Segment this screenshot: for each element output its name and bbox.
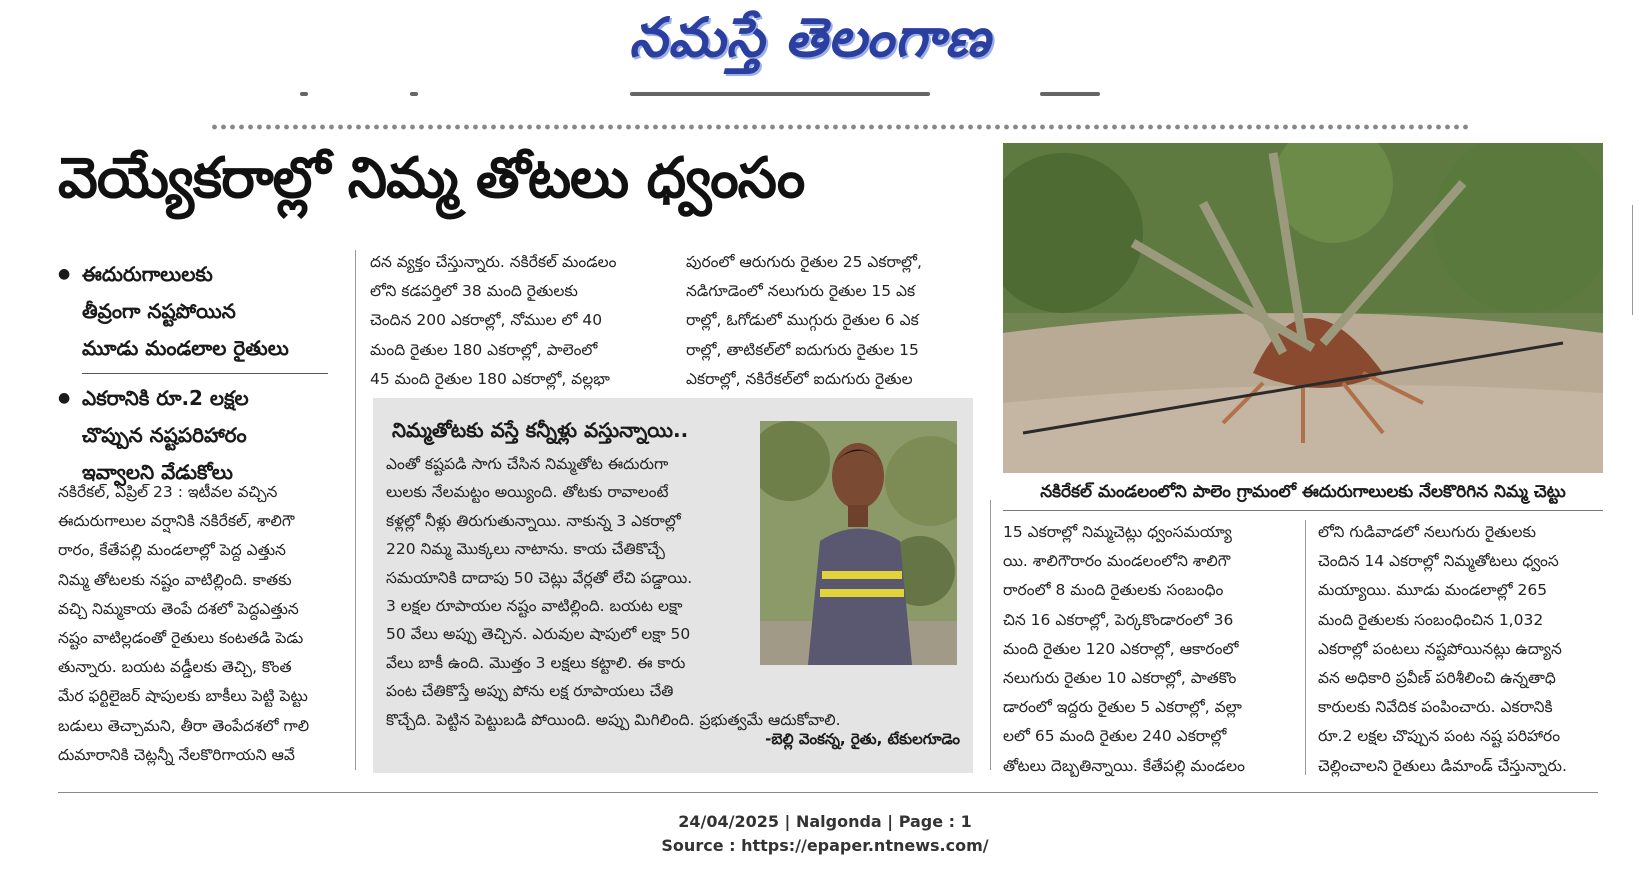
text-line: 45 మంది రైతుల 180 ఎకరాల్లో, వల్లభా: [370, 369, 610, 388]
page-edge-mark: [1632, 205, 1633, 315]
text-line: చెందిన 200 ఎకరాల్లో, నోముల లో 40: [370, 311, 603, 330]
text-line: 3 లక్షల రూపాయల నష్టం వాటిల్లింది. బయట లక్షా: [386, 597, 683, 616]
text-line: దన వ్యక్తం చేస్తున్నారు. నకిరేకల్ మండలం: [370, 253, 617, 271]
text-line: బడులు తెచ్చామని, తీరా తెంపేదశలో గాలి: [58, 716, 310, 735]
footer-source: Source : https://epaper.ntnews.com/: [661, 836, 989, 855]
text-line: పంట చేతికొస్తే అప్పు పోను లక్ష రూపాయలు చేతి: [386, 682, 674, 701]
text-line: కొచ్చేది. పెట్టిన పెట్టుబడి పోయింది. అప్పు మిగిలింది. ప్రభుత్వమే ఆదుకోవాలి.: [386, 710, 841, 729]
photo-caption: నకిరేకల్ మండలంలోని పాలెం గ్రామంలో ఈదురుగాలులకు నేలకొరిగిన నిమ్మ చెట్టు: [1040, 482, 1566, 502]
text-line: మంది రైతులకు సంబంధించిన 1,032: [1318, 610, 1544, 629]
text-line: నష్టం వాటిల్లడంతో రైతులు కంటతడి పెడు: [58, 629, 304, 648]
footer-rule: [58, 792, 1598, 793]
text-line: దుమారానికి చెట్లన్నీ నేలకొరిగాయని ఆవే: [58, 745, 295, 764]
text-line: మంది రైతుల 120 ఎకరాల్లో, ఆకారంలో: [1003, 639, 1239, 658]
text-line: 15 ఎకరాల్లో నిమ్మచెట్లు ధ్వంసమయ్యా: [1003, 523, 1232, 541]
cut-previous-text: [300, 92, 1600, 102]
text-line: నడిగూడెంలో నలుగురు రైతుల 15 ఎక: [686, 282, 916, 301]
bullet-line: ఇవ్వాలని వేడుకోలు: [82, 460, 233, 484]
article-column-5: [1318, 518, 1608, 781]
text-line: పురంలో ఆరుగురు రైతుల 25 ఎకరాల్లో,: [686, 253, 922, 271]
bullet-line: ● ఎకరానికి రూ.2 లక్షల: [82, 386, 249, 410]
article-headline: వెయ్యేకరాల్లో నిమ్మ తోటలు ధ్వంసం: [58, 146, 805, 211]
bullet-line: మూడు మండలాల రైతులు: [82, 336, 289, 360]
text-line: తున్నారు. బయట వడ్డీలకు తెచ్చి, కొంత: [58, 658, 292, 677]
text-line: తోటలు దెబ్బతిన్నాయి. కేతేపల్లి మండలం: [1003, 756, 1245, 775]
bullet-line: ● ఈదురుగాలులకు: [82, 262, 213, 286]
text-line: సమయానికి దాదాపు 50 చెట్లు వేర్లతో లేచి పడ్డాయి.: [386, 568, 693, 587]
text-line: 220 నిమ్మ మొక్కలు నాటాను. కాయ చేతికొచ్చే: [386, 540, 665, 559]
article-column-1: [58, 478, 343, 770]
text-line: లోని కడపర్తిలో 38 మంది రైతులకు: [370, 282, 578, 301]
text-line: రాల్లో, తాటికల్‌లో ఐదుగురు రైతుల 15: [686, 340, 919, 359]
article-column-2: [370, 248, 640, 394]
text-line: వచ్చి నిమ్మకాయ తెంపే దశలో పెద్దఎత్తున: [58, 599, 299, 618]
bullet-point-1: [58, 256, 328, 373]
dotted-separator: [210, 124, 1470, 130]
text-line: వేలు బాకీ ఉంది. మొత్తం 3 లక్షలు కట్టాలి. ఈ కారు: [386, 653, 686, 672]
text-line: డారంలో ఇద్దరు రైతుల 5 ఎకరాల్లో, వల్లా: [1003, 698, 1242, 717]
text-line: లులకు నేలమట్టం అయ్యింది. తోటకు రావాలంటే: [386, 483, 669, 502]
text-line: ఎకరాల్లో పంటలు నష్టపోయినట్లు ఉద్యాన: [1318, 639, 1562, 658]
text-line: చెల్లించాలని రైతులు డిమాండ్ చేస్తున్నారు.: [1318, 756, 1567, 775]
text-line: మయ్యాయి. మూడు మండలాల్లో 265: [1318, 581, 1548, 600]
quote-credit: -బెల్లి వెంకన్న, రైతు, టేకులగూడెం: [765, 730, 960, 748]
bullet-line: తీవ్రంగా నష్టపోయిన: [82, 299, 236, 323]
text-line: నిమ్మ తోటలకు నష్టం వాటిల్లింది. కాతకు: [58, 570, 292, 589]
quote-box-title: నిమ్మతోటకు వస్తే కన్నీళ్లు వస్తున్నాయి..: [392, 418, 689, 442]
quote-box-text: [386, 450, 841, 734]
text-line: రూ.2 లక్షల చొప్పున పంట నష్ట పరిహారం: [1318, 727, 1561, 746]
text-line: కారులకు నివేదిక పంపించారు. ఎకరానికి: [1318, 698, 1553, 717]
uprooted-tree-photo: [1003, 143, 1603, 473]
caption-rule: [1003, 510, 1603, 511]
bullet-divider: [82, 373, 328, 374]
article-column-3: [686, 248, 974, 394]
text-line: చిన 16 ఎకరాల్లో, పెర్కకొండారంలో 36: [1003, 610, 1234, 629]
article-column-4: [1003, 518, 1288, 781]
text-line: కళ్లల్లో నీళ్లు తిరుగుతున్నాయి. నాకున్న 3 ఎకరాల్లో: [386, 511, 681, 530]
text-line: వన అధికారి ప్రవీణ్ పరిశీలించి ఉన్నతాధి: [1318, 669, 1556, 688]
text-line: లలో 65 మంది రైతుల 240 ఎకరాల్లో: [1003, 727, 1227, 746]
text-line: రారంలో 8 మంది రైతులకు సంబంధిం: [1003, 581, 1224, 600]
text-line: మంది రైతుల 180 ఎకరాల్లో, పాలెంలో: [370, 340, 598, 359]
text-line: యి. శాలిగౌరారం మండలంలోని శాలిగౌ: [1003, 552, 1231, 571]
newspaper-masthead: నమస్తే తెలంగాణ: [629, 6, 991, 69]
text-line: రారం, కేతేపల్లి మండలాల్లో పెద్ద ఎత్తున: [58, 541, 286, 560]
text-line: చెందిన 14 ఎకరాల్లో నిమ్మతోటలు ధ్వంస: [1318, 552, 1559, 571]
text-line: మేర ఫర్టిలైజర్ షాపులకు బాకీలు పెట్టి పెట్టు: [58, 687, 308, 706]
text-line: ఎంతో కష్టపడి సాగు చేసిన నిమ్మతోట ఈదురుగా: [386, 455, 669, 473]
text-line: నలుగురు రైతుల 10 ఎకరాల్లో, పాతకొం: [1003, 669, 1237, 688]
farmer-portrait-photo: [760, 421, 957, 665]
footer-date-edition: 24/04/2025 | Nalgonda | Page : 1: [678, 812, 972, 831]
text-line: ఈదురుగాలుల వర్షానికి నకిరేకల్, శాలిగౌ: [58, 512, 295, 531]
bullet-line: చొప్పున నష్టపరిహారం: [82, 423, 247, 447]
column-divider: [990, 500, 991, 770]
text-line: 50 వేలు అప్పు తెచ్చిన. ఎరువుల షాపులో లక్షా 50: [386, 625, 691, 644]
column-divider: [355, 250, 356, 770]
text-line: లోని గుడివాడలో నలుగురు రైతులకు: [1318, 523, 1537, 541]
column-divider: [1305, 520, 1306, 775]
text-line: రాల్లో, ఓగోడులో ముగ్గురు రైతుల 6 ఎక: [686, 311, 919, 330]
text-line: నకిరేకల్, ఏప్రిల్ 23 : ఇటీవల వచ్చిన: [58, 483, 278, 501]
highlight-bullets: [58, 256, 328, 497]
text-line: ఎకరాల్లో, నకిరేకల్‌లో ఐదుగురు రైతుల: [686, 369, 913, 388]
